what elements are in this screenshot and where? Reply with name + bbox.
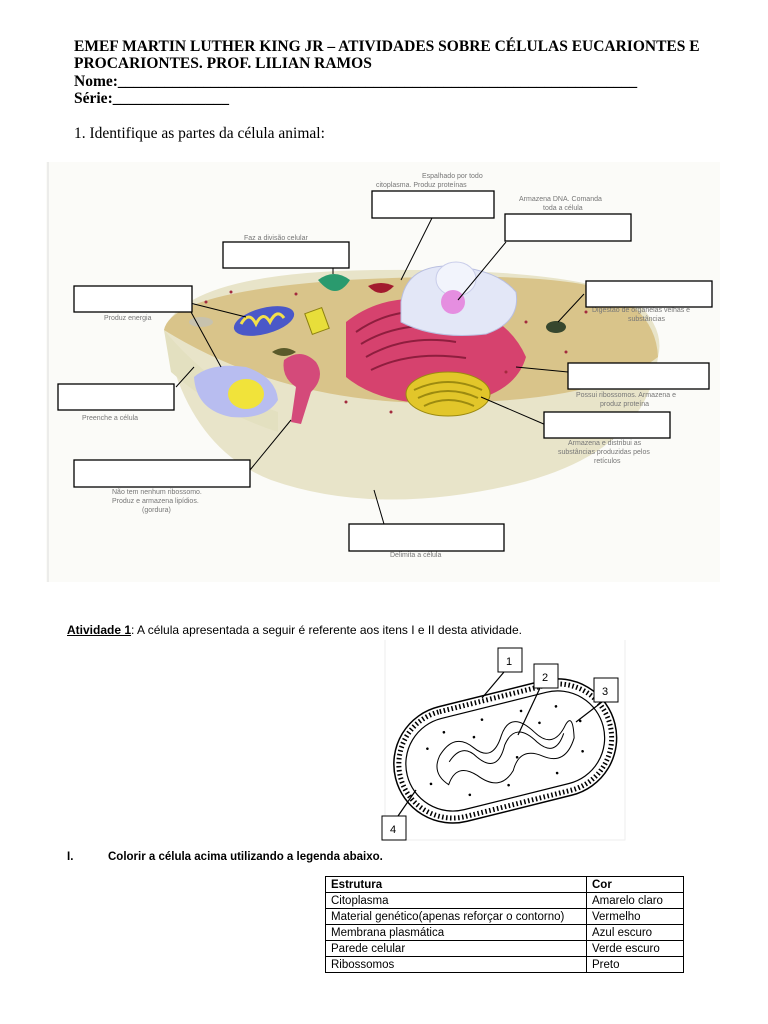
label-number-4: 4 — [390, 824, 397, 836]
hint-lysosome-1: Digestão de organelas velhas e — [592, 307, 691, 314]
nucleolus — [441, 290, 465, 314]
hint-nucleus-1: Armazena DNA. Comanda — [519, 196, 602, 203]
table-row — [326, 925, 684, 941]
answer-box-centrioles[interactable] — [223, 242, 349, 268]
header-structure: Estrutura — [326, 877, 587, 893]
structure-cell: Ribossomos — [326, 957, 587, 973]
table-row — [326, 909, 684, 925]
hint-golgi-3: retículos — [594, 458, 621, 465]
hint-golgi-1: Armazena e distribui as — [568, 440, 642, 447]
structure-cell: Material genético(apenas reforçar o contorno) — [326, 909, 587, 925]
hint-ribosomes-2: citoplasma. Produz proteínas — [376, 182, 467, 189]
answer-box-ribosomes[interactable] — [372, 191, 494, 218]
hint-centrioles: Faz a divisão celular — [244, 235, 308, 242]
hint-membrane: Delimita a célula — [390, 552, 442, 559]
answer-box-nucleus[interactable] — [505, 214, 631, 241]
hint-nucleus-2: toda a célula — [543, 205, 583, 212]
hint-ser-2: Produz e armazena lipídios. — [112, 498, 199, 505]
hint-mitochondria: Produz energia — [104, 315, 152, 322]
question-1: 1. Identifique as partes da célula animal: — [74, 125, 325, 142]
answer-box-lysosome[interactable] — [586, 281, 712, 307]
hint-vacuole: Preenche a célula — [82, 415, 139, 422]
answer-box-ser[interactable] — [74, 460, 250, 487]
golgi-apparatus — [406, 372, 490, 416]
label-number-3: 3 — [602, 686, 609, 698]
lysosome — [546, 321, 566, 333]
color-cell: Amarelo claro — [587, 893, 684, 909]
series-field[interactable]: Série:_______________ — [74, 90, 229, 107]
color-cell: Verde escuro — [587, 941, 684, 957]
worksheet-title-line1: EMEF MARTIN LUTHER KING JR – ATIVIDADES SOBRE CÉLULAS EUCARIONTES E — [74, 38, 700, 55]
activity-1-text: : A célula apresentada a seguir é referente aos itens I e II desta atividade. — [131, 623, 522, 637]
name-field[interactable]: Nome:___________________________________________________________________ — [74, 73, 638, 90]
answer-box-membrane[interactable] — [349, 524, 504, 551]
hint-golgi-2: substâncias produzidas pelos — [558, 449, 650, 456]
item-roman-numeral: I. — [67, 851, 74, 863]
worksheet-title-line2: PROCARIONTES. PROF. LILIAN RAMOS — [74, 55, 372, 72]
color-legend-table — [325, 876, 684, 973]
label-number-1: 1 — [506, 656, 513, 668]
hint-rer-2: produz proteína — [600, 401, 650, 408]
structure-cell: Parede celular — [326, 941, 587, 957]
label-number-2: 2 — [542, 672, 549, 684]
structure-cell: Citoplasma — [326, 893, 587, 909]
structure-cell: Membrana plasmática — [326, 925, 587, 941]
answer-box-mitochondria[interactable] — [74, 286, 192, 312]
table-row — [326, 941, 684, 957]
animal-cell-diagram — [46, 162, 720, 582]
activity-1-title: Atividade 1 — [67, 623, 132, 637]
color-cell: Azul escuro — [587, 925, 684, 941]
answer-box-golgi[interactable] — [544, 412, 670, 438]
activity-1-statement — [67, 623, 522, 637]
table-row — [326, 893, 684, 909]
color-cell: Vermelho — [587, 909, 684, 925]
header-color: Cor — [587, 877, 684, 893]
bacterial-cell-diagram — [380, 640, 630, 850]
hint-lysosome-2: substâncias — [628, 316, 665, 323]
answer-box-rer[interactable] — [568, 363, 709, 389]
hint-ser-3: (gordura) — [142, 507, 171, 514]
table-row — [326, 957, 684, 973]
coloring-instruction: Colorir a célula acima utilizando a legenda abaixo. — [108, 851, 383, 863]
hint-ser-1: Não tem nenhum ribossomo. — [112, 489, 202, 496]
color-cell: Preto — [587, 957, 684, 973]
hint-rer-1: Possui ribossomos. Armazena e — [576, 392, 676, 399]
hint-ribosomes-1: Espalhado por todo — [422, 173, 483, 180]
answer-box-vacuole[interactable] — [58, 384, 174, 410]
table-header-row — [326, 877, 684, 893]
